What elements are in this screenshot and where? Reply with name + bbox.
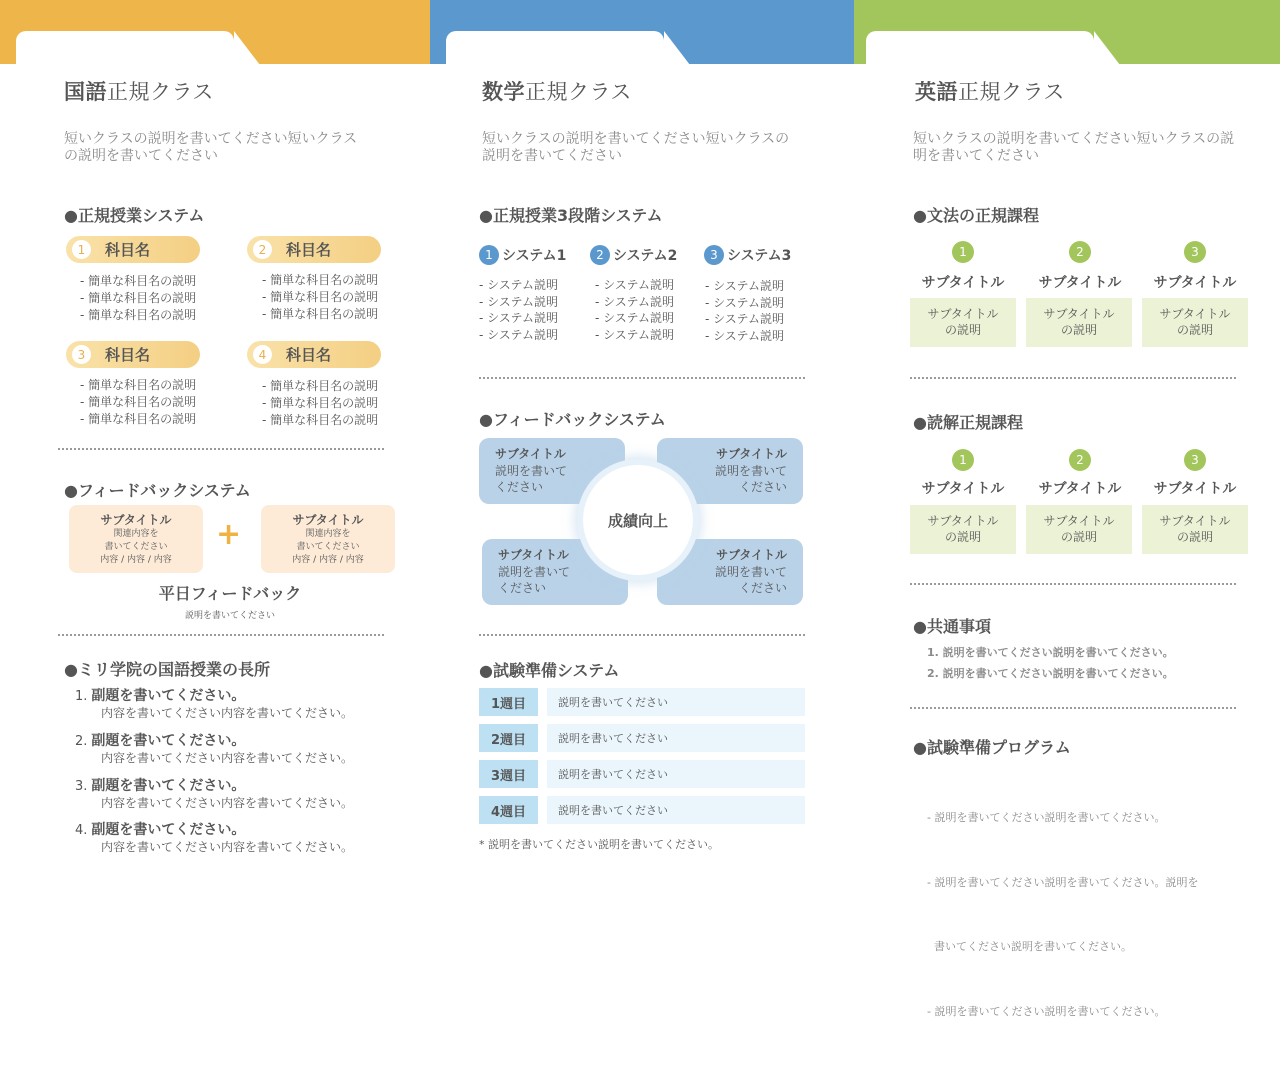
step-box (1026, 505, 1132, 554)
item-heading: 副題を書いてください。 (91, 822, 246, 838)
list-item: - システム説明 (479, 311, 558, 325)
dotted-divider (58, 634, 384, 636)
subject-description-list (80, 377, 196, 428)
step-box-text: の説明 (1176, 323, 1213, 337)
section-heading: ●正規授業3段階システム (479, 206, 663, 225)
feedback-title: 平日フィードバック (158, 584, 302, 603)
list-item (75, 775, 405, 812)
week-label: 1週目 (479, 688, 538, 716)
section-heading: ●試験準備プログラム (913, 738, 1071, 757)
week-description: 説明を書いてください (547, 724, 805, 752)
center-circle: 成績向上 (583, 465, 693, 575)
step-box-text: サブタイトル (1159, 514, 1231, 528)
footnote: * 説明を書いてください説明を書いてください。 (479, 838, 719, 851)
step-subtitle: サブタイトル (921, 481, 1005, 497)
system-header (704, 245, 791, 265)
list-item: - 説明を書いてください説明を書いてください。 (927, 1004, 1166, 1018)
week-description: 説明を書いてください (547, 688, 805, 716)
feedback-box (69, 505, 203, 573)
feedback-box-text: 関連内容を (113, 529, 159, 539)
list-item: - 簡単な科目名の説明 (262, 396, 379, 410)
feedback-box-title: サブタイトル (100, 513, 172, 527)
list-item (75, 685, 405, 722)
section-heading: ●試験準備システム (479, 661, 620, 680)
desc-line: 短いクラスの説明を書いてください短いクラスの説 (913, 131, 1235, 147)
subject-label: 科目名 (105, 241, 151, 259)
feedback-box (261, 505, 395, 573)
step-subtitle: サブタイトル (921, 275, 1005, 291)
dotted-divider (58, 448, 384, 450)
class-description (64, 131, 357, 165)
quadrant-title: サブタイトル (495, 447, 566, 461)
step-box-text: の説明 (1176, 530, 1213, 544)
column-japanese (64, 0, 394, 909)
title-bold: 数学 (482, 80, 525, 104)
page-title (482, 76, 632, 106)
section-heading: ●正規授業システム (64, 206, 205, 225)
subject-label: 科目名 (105, 346, 151, 364)
subject-description-list (262, 378, 378, 429)
list-item: - システム説明 (595, 278, 674, 292)
step-box-text: の説明 (1060, 323, 1097, 337)
number-badge: 2 (253, 240, 272, 259)
title-bold: 英語 (915, 80, 958, 104)
desc-line: 短いクラスの説明を書いてください短いクラス (64, 131, 358, 147)
title-rest: 正規クラス (525, 80, 632, 104)
step-subtitle: サブタイトル (1153, 275, 1237, 291)
feedback-box-text: 書いてください (104, 542, 168, 552)
quadrant-text: 説明を書いて (714, 565, 787, 579)
item-body: 内容を書いてください内容を書いてください。 (101, 840, 354, 854)
subject-description-list (80, 273, 196, 324)
item-number: 3. (75, 779, 88, 794)
section-heading: ●フィードバックシステム (64, 481, 251, 500)
list-item: - システム説明 (705, 279, 784, 293)
list-item: - 簡単な科目名の説明 (80, 274, 197, 288)
column-math (479, 0, 809, 909)
quadrant-text: ください (495, 480, 544, 494)
list-item: - 簡単な科目名の説明 (262, 273, 379, 287)
week-description: 説明を書いてください (547, 760, 805, 788)
number-badge: 2 (1069, 449, 1091, 471)
subject-pill (247, 236, 381, 263)
page-title (915, 76, 1065, 106)
step-box-text: サブタイトル (927, 514, 999, 528)
subject-label: 科目名 (286, 346, 332, 364)
list-item: - システム説明 (479, 294, 558, 309)
step-box-text: の説明 (1060, 530, 1097, 544)
list-item: - システム説明 (705, 312, 784, 326)
list-item: - システム説明 (705, 295, 784, 310)
section-heading: ●読解正規課程 (913, 413, 1023, 432)
title-bold: 国語 (64, 80, 107, 104)
subject-pill (247, 341, 381, 368)
dotted-divider (910, 583, 1236, 585)
section-heading: ●文法の正規課程 (913, 206, 1039, 225)
quadrant-title: サブタイトル (716, 548, 787, 562)
system-header (590, 245, 677, 265)
subject-label: 科目名 (286, 241, 332, 259)
list-item: - 説明を書いてください説明を書いてください。説明を (927, 875, 1199, 889)
step-box-text: サブタイトル (1043, 514, 1115, 528)
list-item: - 簡単な科目名の説明 (262, 413, 379, 427)
number-badge: 4 (253, 345, 272, 364)
step-subtitle: サブタイトル (1153, 481, 1237, 497)
item-number: 1. (75, 689, 88, 704)
item-number: 2. (75, 734, 88, 749)
quadrant-text: 説明を書いて (714, 464, 787, 478)
number-badge: 1 (479, 245, 499, 265)
list-item: - 簡単な科目名の説明 (80, 412, 197, 426)
step-box (1142, 505, 1248, 554)
number-badge: 3 (1184, 449, 1206, 471)
step-box-text: サブタイトル (1043, 307, 1115, 321)
step-box-text: の説明 (944, 530, 981, 544)
title-rest: 正規クラス (958, 80, 1065, 104)
step-box (1142, 298, 1248, 347)
system-label: システム1 (502, 248, 567, 264)
plus-icon: + (216, 517, 242, 552)
dotted-divider (910, 707, 1236, 709)
item-body: 内容を書いてください内容を書いてください。 (101, 751, 354, 765)
step-subtitle: サブタイトル (1038, 275, 1122, 291)
week-row (479, 760, 805, 788)
number-badge: 2 (590, 245, 610, 265)
step-box (1026, 298, 1132, 347)
title-rest: 正規クラス (107, 80, 214, 104)
system-header (479, 245, 566, 265)
week-description: 説明を書いてください (547, 796, 805, 824)
dotted-divider (479, 634, 805, 636)
list-item: - システム説明 (595, 327, 674, 342)
list-item: 2. 説明を書いてください説明を書いてください。 (927, 667, 1174, 680)
feedback-description: 説明を書いてください (184, 611, 275, 621)
list-item: - 簡単な科目名の説明 (262, 290, 379, 304)
list-item: - 簡単な科目名の説明 (80, 291, 197, 305)
subject-pill (66, 236, 200, 263)
list-item: - 説明を書いてください説明を書いてください。 (927, 811, 1166, 824)
feedback-box-text: 関連内容を (305, 529, 351, 539)
quadrant-text: ください (498, 581, 547, 595)
quadrant-title: サブタイトル (498, 548, 569, 562)
list-item: - 簡単な科目名の説明 (80, 308, 197, 322)
list-item: - 簡単な科目名の説明 (262, 307, 379, 321)
step-subtitle: サブタイトル (1038, 481, 1122, 497)
list-item: - システム説明 (479, 278, 558, 292)
week-label: 2週目 (479, 724, 538, 752)
program-list (927, 764, 1198, 1065)
number-badge: 1 (952, 449, 974, 471)
common-items-list (927, 642, 1174, 684)
page-title (64, 76, 214, 106)
list-item (75, 730, 405, 767)
step-box (910, 505, 1016, 554)
quadrant-text: ください (738, 581, 787, 595)
number-badge: 1 (952, 241, 974, 263)
list-item: - システム説明 (479, 327, 558, 342)
week-row (479, 688, 805, 716)
list-item: - 簡単な科目名の説明 (262, 379, 379, 393)
system-description-list (479, 277, 558, 343)
desc-line: の説明を書いてください (64, 148, 218, 164)
dotted-divider (479, 377, 805, 379)
step-box-text: サブタイトル (927, 307, 999, 321)
class-description (913, 131, 1234, 165)
week-label: 3週目 (479, 760, 538, 788)
subject-description-list (262, 272, 378, 323)
quadrant-text: ください (738, 480, 787, 494)
list-item: - システム説明 (705, 328, 784, 343)
item-heading: 副題を書いてください。 (91, 778, 246, 794)
step-box (910, 298, 1016, 347)
list-item: 書いてください説明を書いてください。 (927, 940, 1132, 953)
number-badge: 3 (704, 245, 724, 265)
item-heading: 副題を書いてください。 (91, 688, 246, 704)
list-item: - システム説明 (595, 294, 674, 309)
list-item: - システム説明 (595, 311, 674, 325)
number-badge: 3 (72, 345, 91, 364)
system-description-list (705, 278, 784, 344)
class-description (482, 131, 789, 165)
system-description-list (595, 277, 674, 343)
number-badge: 1 (72, 240, 91, 259)
quadrant-title: サブタイトル (716, 447, 787, 461)
feedback-box-text: 内容 / 内容 / 内容 (100, 555, 172, 565)
section-heading: ●フィードバックシステム (479, 410, 666, 429)
number-badge: 3 (1184, 241, 1206, 263)
desc-line: 明を書いてください (913, 148, 1039, 164)
feedback-box-title: サブタイトル (292, 513, 364, 527)
item-body: 内容を書いてください内容を書いてください。 (101, 706, 354, 720)
step-box-text: サブタイトル (1159, 307, 1231, 321)
quadrant-text: 説明を書いて (495, 464, 568, 478)
dotted-divider (910, 377, 1236, 379)
desc-line: 短いクラスの説明を書いてください短いクラスの (482, 131, 790, 147)
list-item: 1. 説明を書いてください説明を書いてください。 (927, 646, 1174, 659)
week-row (479, 724, 805, 752)
feedback-box-text: 書いてください (296, 542, 360, 552)
subject-pill (66, 341, 200, 368)
list-item: - 簡単な科目名の説明 (80, 378, 197, 392)
desc-line: 説明を書いてください (482, 148, 622, 164)
column-english (910, 0, 1250, 1018)
item-heading: 副題を書いてください。 (91, 733, 246, 749)
step-box-text: の説明 (944, 323, 981, 337)
section-heading: ●ミリ学院の国語授業の長所 (64, 660, 270, 679)
system-label: システム2 (613, 248, 678, 264)
number-badge: 2 (1069, 241, 1091, 263)
system-label: システム3 (727, 248, 792, 264)
item-body: 内容を書いてください内容を書いてください。 (101, 796, 354, 810)
week-label: 4週目 (479, 796, 538, 824)
section-heading: ●共通事項 (913, 617, 991, 636)
list-item: - 簡単な科目名の説明 (80, 395, 197, 409)
item-number: 4. (75, 823, 88, 838)
feedback-box-text: 内容 / 内容 / 内容 (292, 555, 364, 565)
week-row (479, 796, 805, 824)
quadrant-text: 説明を書いて (498, 565, 571, 579)
list-item (75, 819, 405, 856)
